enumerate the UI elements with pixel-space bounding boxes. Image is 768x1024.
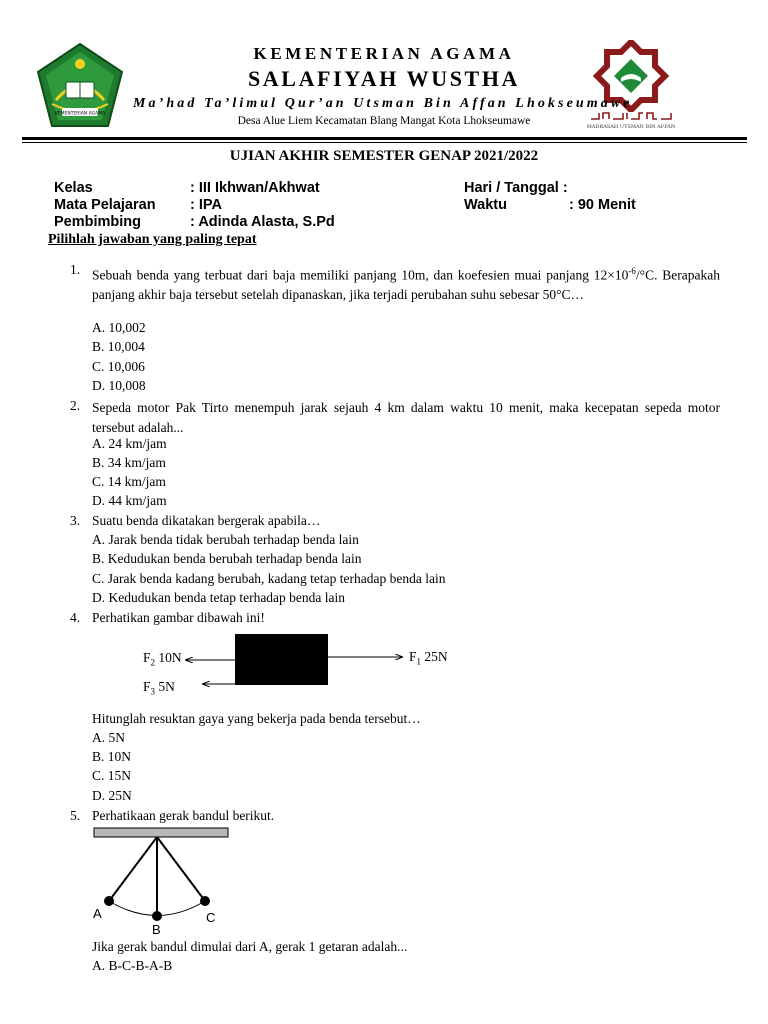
option: D. 25N — [92, 788, 132, 803]
option: C. 15N — [92, 768, 132, 783]
option: A. 10,002 — [92, 320, 146, 335]
option: A. Jarak benda tidak berubah terhadap benda lain — [92, 532, 359, 547]
option: C. Jarak benda kadang berubah, kadang tetap terhadap benda lain — [92, 571, 446, 586]
pendulum-label-b: B — [152, 922, 161, 937]
pendulum-string-c — [157, 837, 205, 901]
question-text-part: Sebuah benda yang terbuat dari baja memiliki panjang 10m, dan koefesien muai panjang 12×10 — [92, 267, 629, 283]
svg-text:MADRASAH UTSMAN BIN AFFAN: MADRASAH UTSMAN BIN AFFAN — [586, 124, 676, 130]
mapel-label: Mata Pelajaran — [54, 197, 156, 213]
option: A. 5N — [92, 730, 125, 745]
option: D. 44 km/jam — [92, 493, 167, 508]
question-text: Sepeda motor Pak Tirto menempuh jarak sejauh 4 km dalam waktu 10 menit, maka kecepatan sepeda motor tersebut adalah... — [92, 400, 720, 435]
question-text: Perhatikan gambar dibawah ini! — [92, 610, 265, 625]
option: A. 24 km/jam — [92, 436, 167, 451]
pembimbing-value: : Adinda Alasta, S.Pd — [190, 214, 335, 230]
option: C. 14 km/jam — [92, 474, 166, 489]
pendulum-support — [94, 828, 228, 837]
waktu-value: : 90 Menit — [569, 197, 636, 213]
svg-text:KEMENTERIAN AGAMA: KEMENTERIAN AGAMA — [54, 111, 106, 117]
option: B. 10,004 — [92, 339, 145, 354]
kelas-label: Kelas — [54, 180, 93, 196]
question-text: Suatu benda dikatakan bergerak apabila… — [92, 513, 321, 528]
force-subscript: 1 — [416, 656, 422, 667]
force-symbol: F — [409, 649, 417, 664]
exponent: -6 — [628, 266, 636, 276]
question-number: 5. — [70, 808, 81, 823]
force-subscript: 3 — [150, 686, 156, 697]
mapel-value: : IPA — [190, 197, 222, 213]
exam-title: UJIAN AKHIR SEMESTER GENAP 2021/2022 — [229, 148, 539, 164]
question-prompt: Jika gerak bandul dimulai dari A, gerak 1 getaran adalah... — [92, 939, 408, 954]
school-title: SALAFIYAH WUSTHA — [247, 66, 521, 91]
question-prompt: Hitunglah resuktan gaya yang bekerja pada benda tersebut… — [92, 711, 421, 726]
force-value: 10N — [155, 650, 182, 665]
question-number: 1. — [70, 262, 81, 277]
hari-label: Hari / Tanggal : — [464, 180, 568, 196]
force-subscript: 2 — [150, 657, 156, 668]
ministry-title: KEMENTERIAN AGAMA — [253, 44, 515, 63]
pendulum-bob-a — [104, 896, 114, 906]
instruction: Pilihlah jawaban yang paling tepat — [48, 232, 257, 247]
force-symbol: F — [143, 679, 151, 694]
pendulum-label-a: A — [93, 906, 102, 921]
option: B. Kedudukan benda berubah terhadap benda lain — [92, 551, 362, 566]
pendulum-bob-b — [152, 911, 162, 921]
pendulum-label-c: C — [206, 910, 216, 925]
kelas-value: : III Ikhwan/Akhwat — [190, 180, 320, 196]
option: D. Kedudukan benda tetap terhadap benda lain — [92, 590, 346, 605]
option: C. 10,006 — [92, 359, 145, 374]
force-value: 25N — [421, 649, 448, 664]
question-number: 3. — [70, 513, 81, 528]
pendulum-bob-c — [200, 896, 210, 906]
option: D. 10,008 — [92, 378, 146, 393]
address-line: Desa Alue Liem Kecamatan Blang Mangat Kota Lhokseumawe — [237, 115, 531, 127]
option: A. B-C-B-A-B — [92, 958, 173, 973]
pembimbing-label: Pembimbing — [54, 214, 142, 230]
question-text: Perhatikaan gerak bandul berikut. — [92, 808, 275, 823]
question-text-tail: /°C. Berapakah panjang akhir baja tersebut setelah dipanaskan, jika terjadi perubahan suhu sebesar 50°C… — [92, 267, 721, 302]
force-value: 5N — [155, 679, 175, 694]
waktu-label: Waktu — [464, 197, 507, 213]
option: B. 34 km/jam — [92, 455, 166, 470]
option: B. 10N — [92, 749, 132, 764]
question-number: 2. — [70, 398, 81, 413]
pendulum-string-a — [109, 837, 157, 901]
institute-title: Ma’had Ta’limul Qur’an Utsman Bin Affan Lhokseumawe — [133, 96, 633, 111]
question-number: 4. — [70, 610, 81, 625]
force-symbol: F — [143, 650, 151, 665]
